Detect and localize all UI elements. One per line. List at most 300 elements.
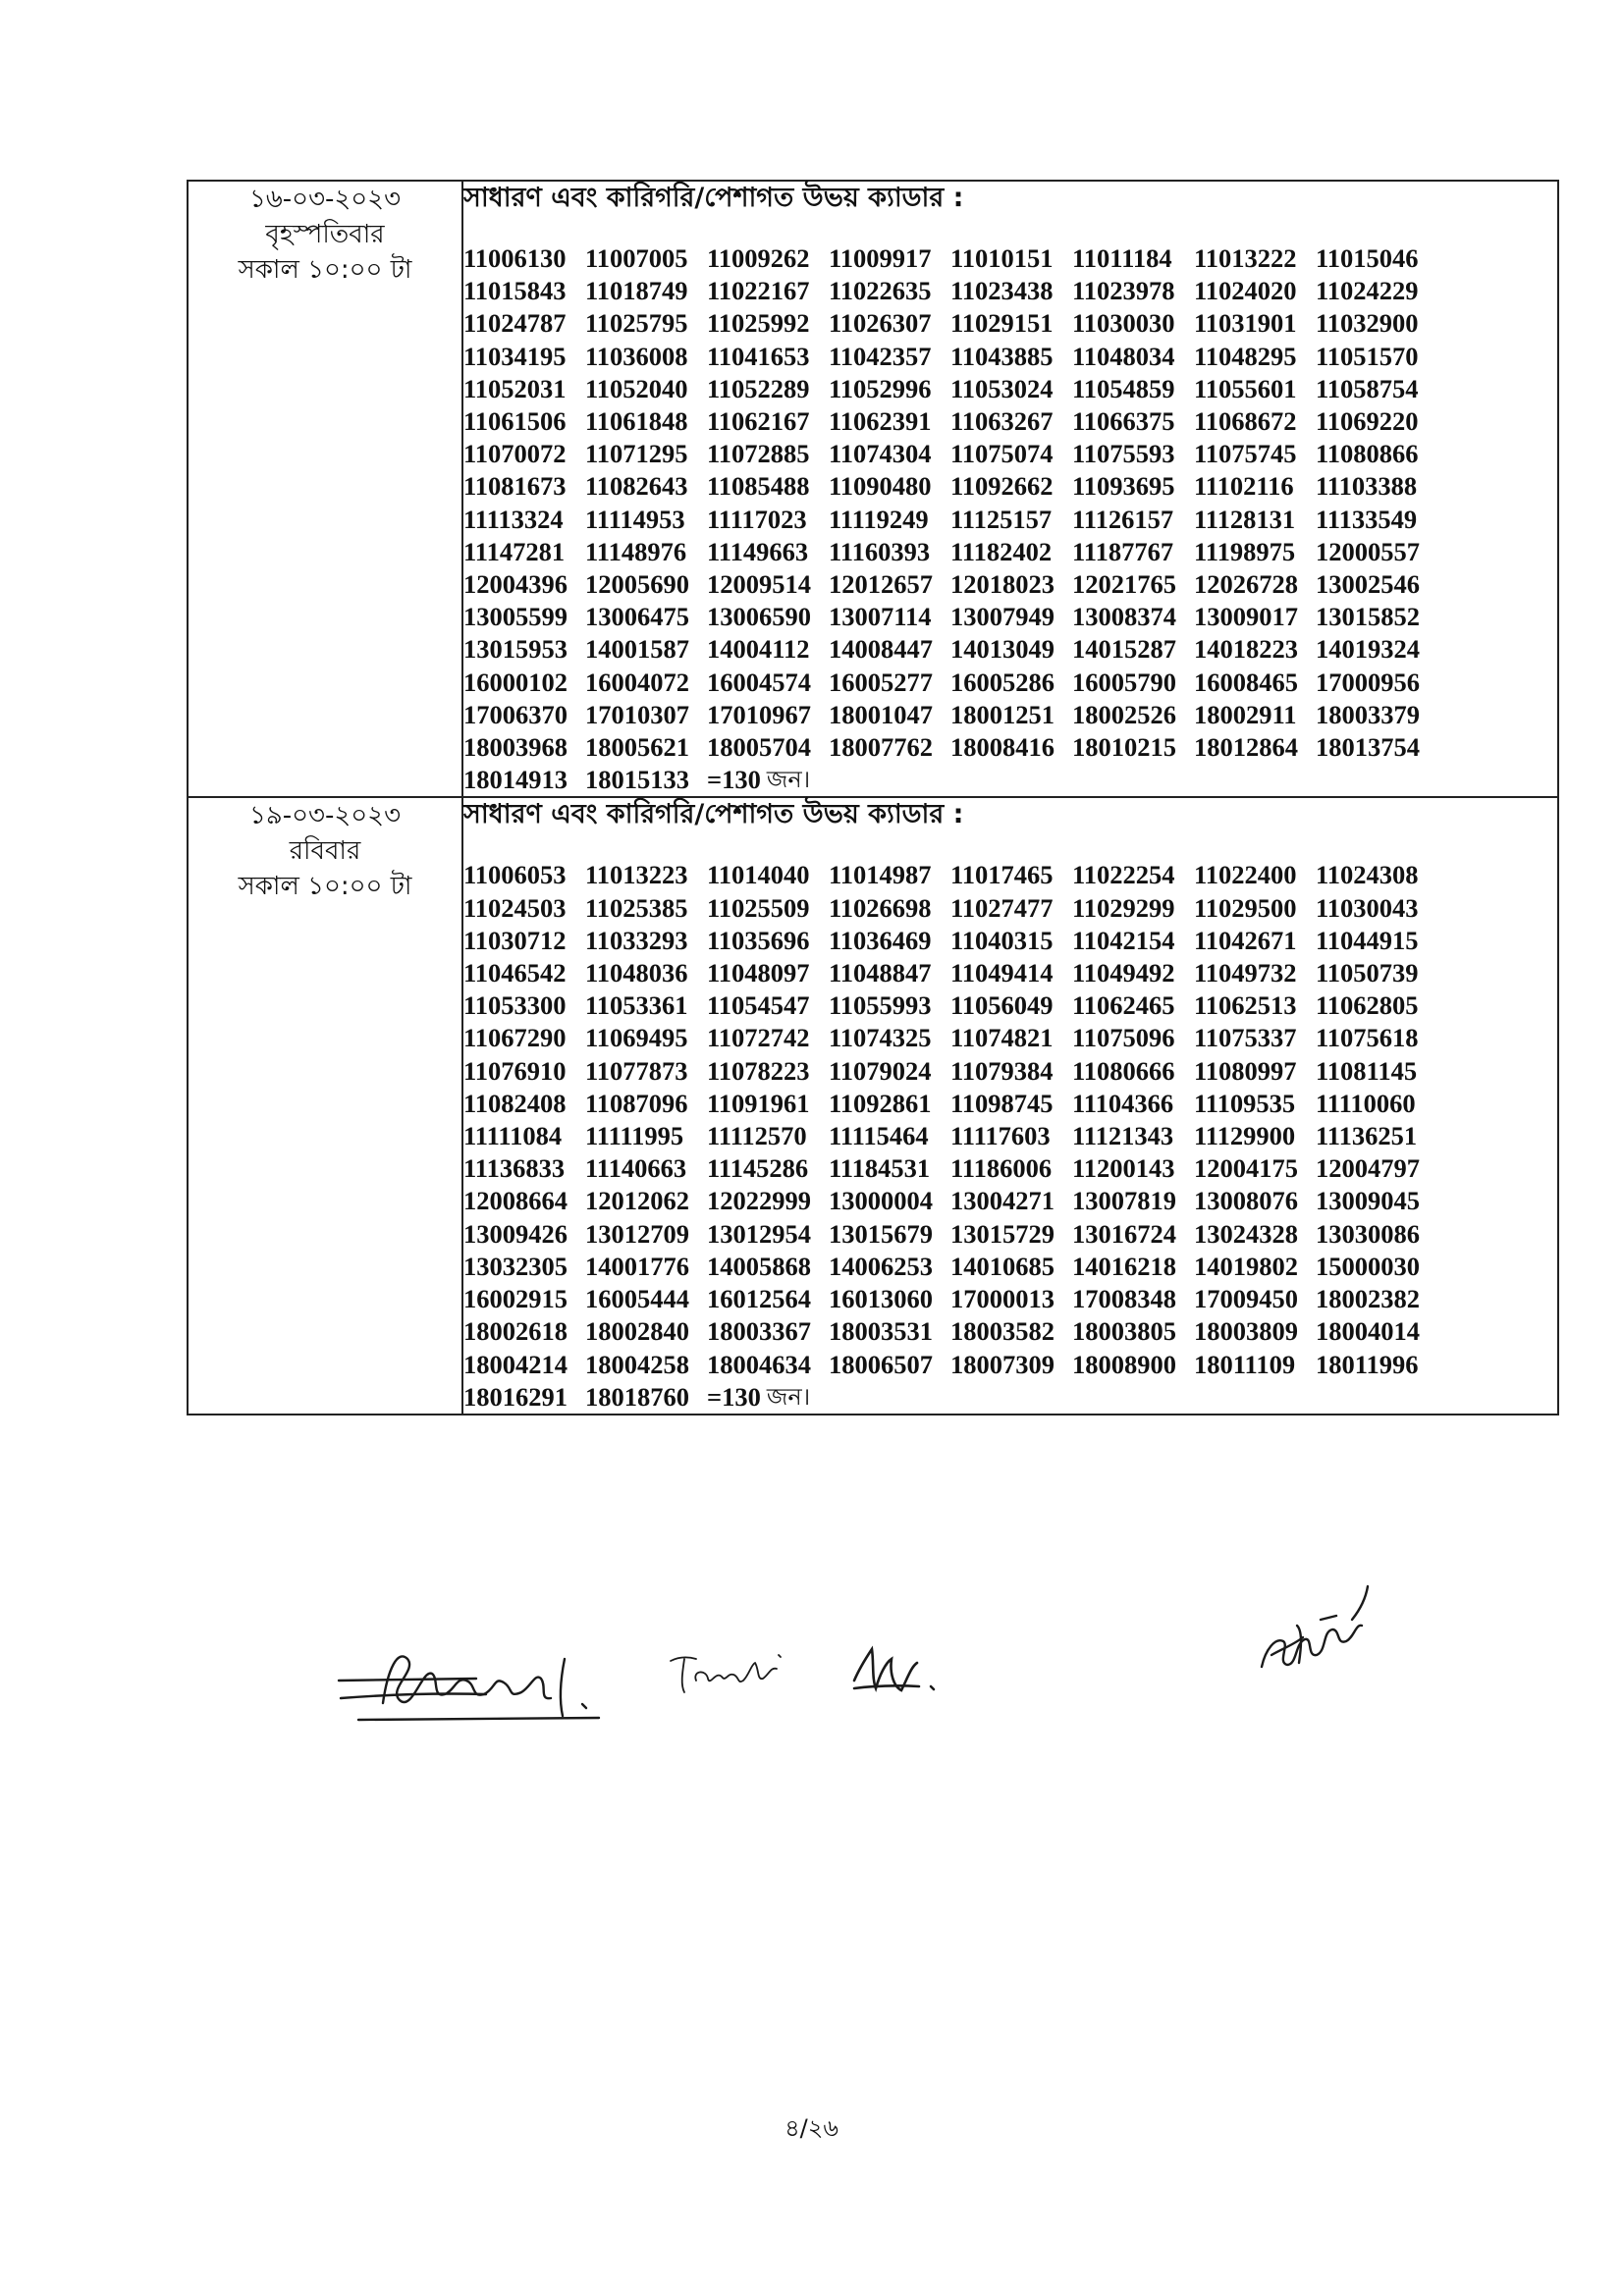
roll-number: 12004396: [463, 569, 568, 600]
roll-number: 12000557: [1316, 536, 1420, 566]
roll-number: 11006130: [463, 243, 567, 273]
roll-number: 13007949: [950, 602, 1055, 632]
roll-row: [463, 731, 1557, 764]
roll-number: 18010215: [1072, 732, 1176, 763]
roll-number: 11103388: [1316, 471, 1418, 502]
roll-number: 11069220: [1316, 406, 1419, 437]
schedule-body: [188, 181, 1558, 1415]
roll-number: 11184531: [829, 1153, 931, 1184]
roll-number: 11032900: [1316, 308, 1419, 339]
roll-number: 12026728: [1194, 569, 1298, 600]
roll-number: 11078223: [707, 1055, 810, 1086]
roll-number: 11013223: [585, 860, 688, 890]
roll-number: 11023978: [1072, 276, 1175, 306]
roll-number: 11054547: [707, 990, 810, 1021]
roll-number: 13008374: [1072, 602, 1176, 632]
roll-number: 11110060: [1316, 1088, 1416, 1118]
roll-number: 13000004: [829, 1186, 933, 1216]
roll-row: [463, 1152, 1557, 1185]
roll-row: [463, 307, 1557, 340]
cadre-heading: সাধারণ এবং কারিগরি/পেশাগত উভয় ক্যাডার :: [463, 799, 964, 830]
roll-number: 11070072: [463, 439, 567, 469]
roll-number: 17010967: [707, 699, 811, 729]
roll-number: 11128131: [1194, 504, 1296, 534]
page-number: ৪/২৬: [784, 2114, 839, 2142]
roll-number: 18011996: [1316, 1349, 1419, 1379]
roll-row: [463, 601, 1557, 633]
roll-row: [463, 1022, 1557, 1054]
roll-number: 11102116: [1194, 471, 1294, 502]
roll-number: 11080866: [1316, 439, 1419, 469]
roll-number: 11025992: [707, 308, 810, 339]
roll-number: 16005286: [950, 667, 1055, 697]
roll-number: 12009514: [707, 569, 811, 600]
roll-number: 11009917: [829, 243, 932, 273]
roll-number: 11081673: [463, 471, 567, 502]
roll-number: 11042671: [1194, 925, 1297, 955]
roll-number: 18008900: [1072, 1349, 1176, 1379]
roll-number: 11140663: [585, 1153, 687, 1184]
roll-number: 11034195: [463, 341, 567, 371]
roll-number: 13008076: [1194, 1186, 1298, 1216]
exam-day: রবিবার: [289, 836, 361, 867]
roll-number: 11198975: [1194, 536, 1296, 566]
signature-2: [663, 1641, 790, 1700]
roll-number: 14019802: [1194, 1251, 1298, 1281]
roll-number: 11072885: [707, 439, 810, 469]
roll-number: 18003531: [829, 1316, 933, 1347]
roll-number: 14019324: [1316, 634, 1420, 665]
roll-number: 11053361: [585, 990, 688, 1021]
roll-number: 18003379: [1316, 699, 1420, 729]
roll-number: 13032305: [463, 1251, 568, 1281]
roll-number: 18001047: [829, 699, 933, 729]
roll-number: 13009045: [1316, 1186, 1420, 1216]
roll-number: 11119249: [829, 504, 929, 534]
roll-number: 11074325: [829, 1023, 932, 1053]
roll-number: 11079024: [829, 1055, 932, 1086]
roll-number: 18016291: [463, 1381, 568, 1412]
roll-number: 18015133: [585, 765, 689, 795]
roll-number: 11055601: [1194, 373, 1297, 403]
roll-number: 16005444: [585, 1284, 689, 1314]
roll-number: 11115464: [829, 1121, 929, 1151]
roll-number: 11009262: [707, 243, 810, 273]
roll-number: 11187767: [1072, 536, 1174, 566]
roll-number: 11104366: [1072, 1088, 1174, 1118]
signature-4: [1242, 1580, 1380, 1688]
roll-row: [463, 667, 1557, 699]
roll-number: 14006253: [829, 1251, 933, 1281]
roll-number: 11026307: [829, 308, 932, 339]
roll-number: 11022400: [1194, 860, 1297, 890]
roll-number: 11048847: [829, 958, 932, 988]
roll-number: 18002911: [1194, 699, 1297, 729]
roll-number: 18005621: [585, 732, 689, 763]
roll-number: 11035696: [707, 925, 810, 955]
roll-number: 11061848: [585, 406, 688, 437]
roll-number: 12021765: [1072, 569, 1176, 600]
roll-number: 12022999: [707, 1186, 811, 1216]
roll-number: 11082643: [585, 471, 688, 502]
roll-row: [463, 989, 1557, 1022]
roll-row: [463, 438, 1557, 470]
roll-number: 11029299: [1072, 892, 1175, 923]
roll-number: 17008348: [1072, 1284, 1176, 1314]
roll-number: 11015843: [463, 276, 567, 306]
roll-number: 11121343: [1072, 1121, 1174, 1151]
roll-number: 11093695: [1072, 471, 1175, 502]
roll-number: 11125157: [950, 504, 1053, 534]
roll-number: 14005868: [707, 1251, 811, 1281]
roll-number: 11022254: [1072, 860, 1175, 890]
roll-number: 11024308: [1316, 860, 1419, 890]
roll-number: 12004797: [1316, 1153, 1420, 1184]
roll-number: 13002546: [1316, 569, 1420, 600]
exam-time: সকাল ১০:০০ টা: [238, 872, 412, 902]
signature-3: [846, 1637, 945, 1706]
roll-row: [463, 536, 1557, 568]
roll-number: 18004258: [585, 1349, 689, 1379]
roll-row: [463, 1283, 1557, 1315]
roll-number: 11052289: [707, 373, 810, 403]
roll-number: 18005704: [707, 732, 811, 763]
roll-number: 11075337: [1194, 1023, 1297, 1053]
roll-number: 13015679: [829, 1218, 933, 1249]
roll-number: 18012864: [1194, 732, 1298, 763]
roll-number: 11053300: [463, 990, 567, 1021]
roll-number: 11092861: [829, 1088, 932, 1118]
roll-number: 16002915: [463, 1284, 568, 1314]
roll-number: 11058754: [1316, 373, 1419, 403]
roll-number: 18002526: [1072, 699, 1176, 729]
roll-number: 11026698: [829, 892, 932, 923]
roll-number: 11025795: [585, 308, 688, 339]
roll-number: 11022635: [829, 276, 932, 306]
roll-number: 13012954: [707, 1218, 811, 1249]
roll-number-list: [463, 242, 1557, 796]
roll-number: 16004072: [585, 667, 689, 697]
roll-number: 13009426: [463, 1218, 568, 1249]
roll-number: 11090480: [829, 471, 932, 502]
roll-number: 13009017: [1194, 602, 1298, 632]
candidate-total: =130: [707, 1381, 761, 1412]
roll-number: 17009450: [1194, 1284, 1298, 1314]
roll-number: 11129900: [1194, 1121, 1296, 1151]
roll-number: 11072742: [707, 1023, 810, 1053]
roll-number: 18003367: [707, 1316, 811, 1347]
roll-number: 16013060: [829, 1284, 933, 1314]
date-cell: [188, 797, 462, 1414]
roll-number-list: [463, 859, 1557, 1413]
roll-row: [463, 1315, 1557, 1348]
roll-number: 12012657: [829, 569, 933, 600]
roll-number: 11052031: [463, 373, 567, 403]
roll-number: 11006053: [463, 860, 567, 890]
roll-number: 11147281: [463, 536, 566, 566]
roll-number: 18004014: [1316, 1316, 1420, 1347]
roll-number: 11036469: [829, 925, 932, 955]
roll-number: 11044915: [1316, 925, 1419, 955]
roll-number: 11076910: [463, 1055, 567, 1086]
roll-row: [463, 373, 1557, 405]
roll-number: 11062805: [1316, 990, 1419, 1021]
roll-number: 11075074: [950, 439, 1054, 469]
roll-number: 11048097: [707, 958, 810, 988]
roll-number: 12018023: [950, 569, 1055, 600]
roll-number: 11091961: [707, 1088, 810, 1118]
roll-number: 11112570: [707, 1121, 807, 1151]
roll-number: 16000102: [463, 667, 568, 697]
roll-number: 11075618: [1316, 1023, 1419, 1053]
schedule-row: [188, 797, 1558, 1414]
roll-number: 11042154: [1072, 925, 1175, 955]
roll-number: 11133549: [1316, 504, 1418, 534]
roll-number: 11182402: [950, 536, 1053, 566]
roll-number: 18007762: [829, 732, 933, 763]
roll-number: 12012062: [585, 1186, 689, 1216]
roll-number: 14016218: [1072, 1251, 1176, 1281]
roll-number: 11054859: [1072, 373, 1175, 403]
roll-number: 18008416: [950, 732, 1055, 763]
roll-number: 17000956: [1316, 667, 1420, 697]
exam-date: ১৯-০৩-২০২৩: [249, 801, 401, 831]
roll-number: 11030043: [1316, 892, 1419, 923]
roll-number: 11048036: [585, 958, 688, 988]
roll-number: 18013754: [1316, 732, 1420, 763]
candidate-total: =130: [707, 765, 761, 795]
roll-row: [463, 925, 1557, 957]
roll-row: [463, 1349, 1557, 1381]
roll-number: 11111084: [463, 1121, 563, 1151]
roll-number: 11014987: [829, 860, 932, 890]
roll-number: 11027477: [950, 892, 1054, 923]
roll-number: 14001587: [585, 634, 689, 665]
exam-day: বৃহস্পতিবার: [265, 220, 385, 249]
roll-number: 11056049: [950, 990, 1054, 1021]
roll-number: 11049732: [1194, 958, 1297, 988]
roll-number: 11023438: [950, 276, 1054, 306]
roll-number: 11030030: [1072, 308, 1175, 339]
roll-number: 11014040: [707, 860, 810, 890]
roll-row: [463, 341, 1557, 373]
roll-number: 11055993: [829, 990, 932, 1021]
candidate-total-unit: জন।: [766, 1382, 811, 1411]
roll-number: 16012564: [707, 1284, 811, 1314]
roll-number: 13024328: [1194, 1218, 1298, 1249]
roll-row: [463, 859, 1557, 891]
roll-number: 14018223: [1194, 634, 1298, 665]
roll-number: 17000013: [950, 1284, 1055, 1314]
roll-number: 11077873: [585, 1055, 688, 1086]
roll-list-cell: [462, 797, 1558, 1414]
exam-date: ১৬-০৩-২০২৩: [249, 185, 401, 214]
roll-number: 11052996: [829, 373, 932, 403]
roll-number: 11049492: [1072, 958, 1175, 988]
roll-number: 11186006: [950, 1153, 1053, 1184]
roll-number: 18006507: [829, 1349, 933, 1379]
roll-number: 11098745: [950, 1088, 1054, 1118]
roll-number: 11080666: [1072, 1055, 1175, 1086]
roll-number: 11136251: [1316, 1121, 1418, 1151]
roll-number: 13007819: [1072, 1186, 1176, 1216]
roll-number: 14010685: [950, 1251, 1055, 1281]
roll-number: 18014913: [463, 765, 568, 795]
roll-number: 11041653: [707, 341, 810, 371]
roll-number: 13006475: [585, 602, 689, 632]
roll-number: 11087096: [585, 1088, 688, 1118]
roll-number: 18003582: [950, 1316, 1055, 1347]
roll-number: 14008447: [829, 634, 933, 665]
roll-row: [463, 1120, 1557, 1152]
cadre-heading: সাধারণ এবং কারিগরি/পেশাগত উভয় ক্যাডার :: [463, 183, 964, 213]
roll-row: [463, 470, 1557, 503]
roll-number: 11062167: [707, 406, 810, 437]
roll-number: 18018760: [585, 1381, 689, 1412]
roll-number: 11050739: [1316, 958, 1419, 988]
roll-number: 18001251: [950, 699, 1055, 729]
roll-number: 11040315: [950, 925, 1054, 955]
roll-number: 14001776: [585, 1251, 689, 1281]
roll-number: 11015046: [1316, 243, 1419, 273]
roll-row: [463, 1088, 1557, 1120]
roll-number: 11075593: [1072, 439, 1175, 469]
roll-number: 11148976: [585, 536, 687, 566]
schedule-row: [188, 181, 1558, 797]
roll-number: 18004214: [463, 1349, 568, 1379]
roll-number: 13012709: [585, 1218, 689, 1249]
candidate-total-unit: জন।: [766, 766, 811, 794]
roll-number: 11126157: [1072, 504, 1174, 534]
roll-number: 17010307: [585, 699, 689, 729]
roll-number: 11024020: [1194, 276, 1297, 306]
roll-number: 11113324: [463, 504, 564, 534]
roll-number: 11145286: [707, 1153, 809, 1184]
roll-number: 11033293: [585, 925, 688, 955]
roll-number: 11071295: [585, 439, 688, 469]
roll-number: 14004112: [707, 634, 810, 665]
roll-number: 17006370: [463, 699, 568, 729]
roll-number: 11066375: [1072, 406, 1175, 437]
roll-number: 11062391: [829, 406, 932, 437]
roll-number: 11109535: [1194, 1088, 1296, 1118]
roll-number: 13015729: [950, 1218, 1055, 1249]
roll-number: 14013049: [950, 634, 1055, 665]
roll-number: 11062465: [1072, 990, 1175, 1021]
roll-row: [463, 275, 1557, 307]
roll-number: 11069495: [585, 1023, 688, 1053]
roll-number: 18003809: [1194, 1316, 1298, 1347]
roll-number: 11048295: [1194, 341, 1297, 371]
roll-number: 11018749: [585, 276, 688, 306]
roll-number: 11049414: [950, 958, 1054, 988]
roll-row: [463, 633, 1557, 666]
roll-number: 11085488: [707, 471, 810, 502]
roll-number: 11017465: [950, 860, 1054, 890]
roll-number: 11029500: [1194, 892, 1297, 923]
roll-number: 13004271: [950, 1186, 1055, 1216]
roll-row: [463, 1055, 1557, 1088]
roll-number: 18002840: [585, 1316, 689, 1347]
roll-number: 11025509: [707, 892, 810, 923]
roll-row: [463, 568, 1557, 601]
roll-number: 11080997: [1194, 1055, 1297, 1086]
roll-number: 18003968: [463, 732, 568, 763]
roll-number: 18007309: [950, 1349, 1055, 1379]
roll-row: [463, 892, 1557, 925]
roll-number: 11136833: [463, 1153, 566, 1184]
roll-number: 11036008: [585, 341, 688, 371]
roll-number: 11022167: [707, 276, 810, 306]
roll-number: 11149663: [707, 536, 809, 566]
roll-number: 11048034: [1072, 341, 1175, 371]
roll-number: 11061506: [463, 406, 567, 437]
roll-number: 11117603: [950, 1121, 1051, 1151]
roll-number: 12008664: [463, 1186, 568, 1216]
exam-schedule-table: [187, 180, 1559, 1415]
roll-number: 11075745: [1194, 439, 1297, 469]
roll-number: 11082408: [463, 1088, 567, 1118]
roll-list-cell: [462, 181, 1558, 797]
roll-number: 11013222: [1194, 243, 1297, 273]
roll-number: 11024229: [1316, 276, 1419, 306]
roll-number: 11010151: [950, 243, 1054, 273]
roll-row: [463, 1381, 1557, 1414]
roll-number: 14015287: [1072, 634, 1176, 665]
roll-number: 11025385: [585, 892, 688, 923]
roll-row: [463, 1218, 1557, 1251]
roll-number: 16005277: [829, 667, 933, 697]
roll-number: 12004175: [1194, 1153, 1298, 1184]
roll-number: 11111995: [585, 1121, 684, 1151]
roll-number: 13015852: [1316, 602, 1420, 632]
roll-number: 11053024: [950, 373, 1054, 403]
roll-number: 11074821: [950, 1023, 1054, 1053]
roll-number: 16005790: [1072, 667, 1176, 697]
roll-number: 13030086: [1316, 1218, 1420, 1249]
roll-number: 18004634: [707, 1349, 811, 1379]
roll-number: 13015953: [463, 634, 568, 665]
roll-number: 11024787: [463, 308, 567, 339]
roll-number: 18002382: [1316, 1284, 1420, 1314]
roll-number: 15000030: [1316, 1251, 1420, 1281]
roll-number: 11114953: [585, 504, 685, 534]
roll-number: 11200143: [1072, 1153, 1175, 1184]
roll-number: 13005599: [463, 602, 568, 632]
roll-row: [463, 1251, 1557, 1283]
roll-number: 11062513: [1194, 990, 1297, 1021]
roll-row: [463, 764, 1557, 796]
roll-number: 18011109: [1194, 1349, 1296, 1379]
roll-number: 11160393: [829, 536, 931, 566]
exam-time: সকাল ১০:০০ টা: [238, 255, 412, 285]
roll-number: 11042357: [829, 341, 932, 371]
roll-number: 11117023: [707, 504, 807, 534]
roll-number: 11075096: [1072, 1023, 1175, 1053]
roll-number: 11081145: [1316, 1055, 1418, 1086]
roll-number: 11051570: [1316, 341, 1419, 371]
roll-number: 11029151: [950, 308, 1054, 339]
roll-number: 16004574: [707, 667, 811, 697]
roll-number: 11052040: [585, 373, 688, 403]
roll-row: [463, 957, 1557, 989]
roll-row: [463, 242, 1557, 275]
roll-number: 11079384: [950, 1055, 1054, 1086]
roll-number: 11031901: [1194, 308, 1297, 339]
roll-row: [463, 504, 1557, 536]
roll-row: [463, 405, 1557, 438]
roll-number: 11092662: [950, 471, 1054, 502]
